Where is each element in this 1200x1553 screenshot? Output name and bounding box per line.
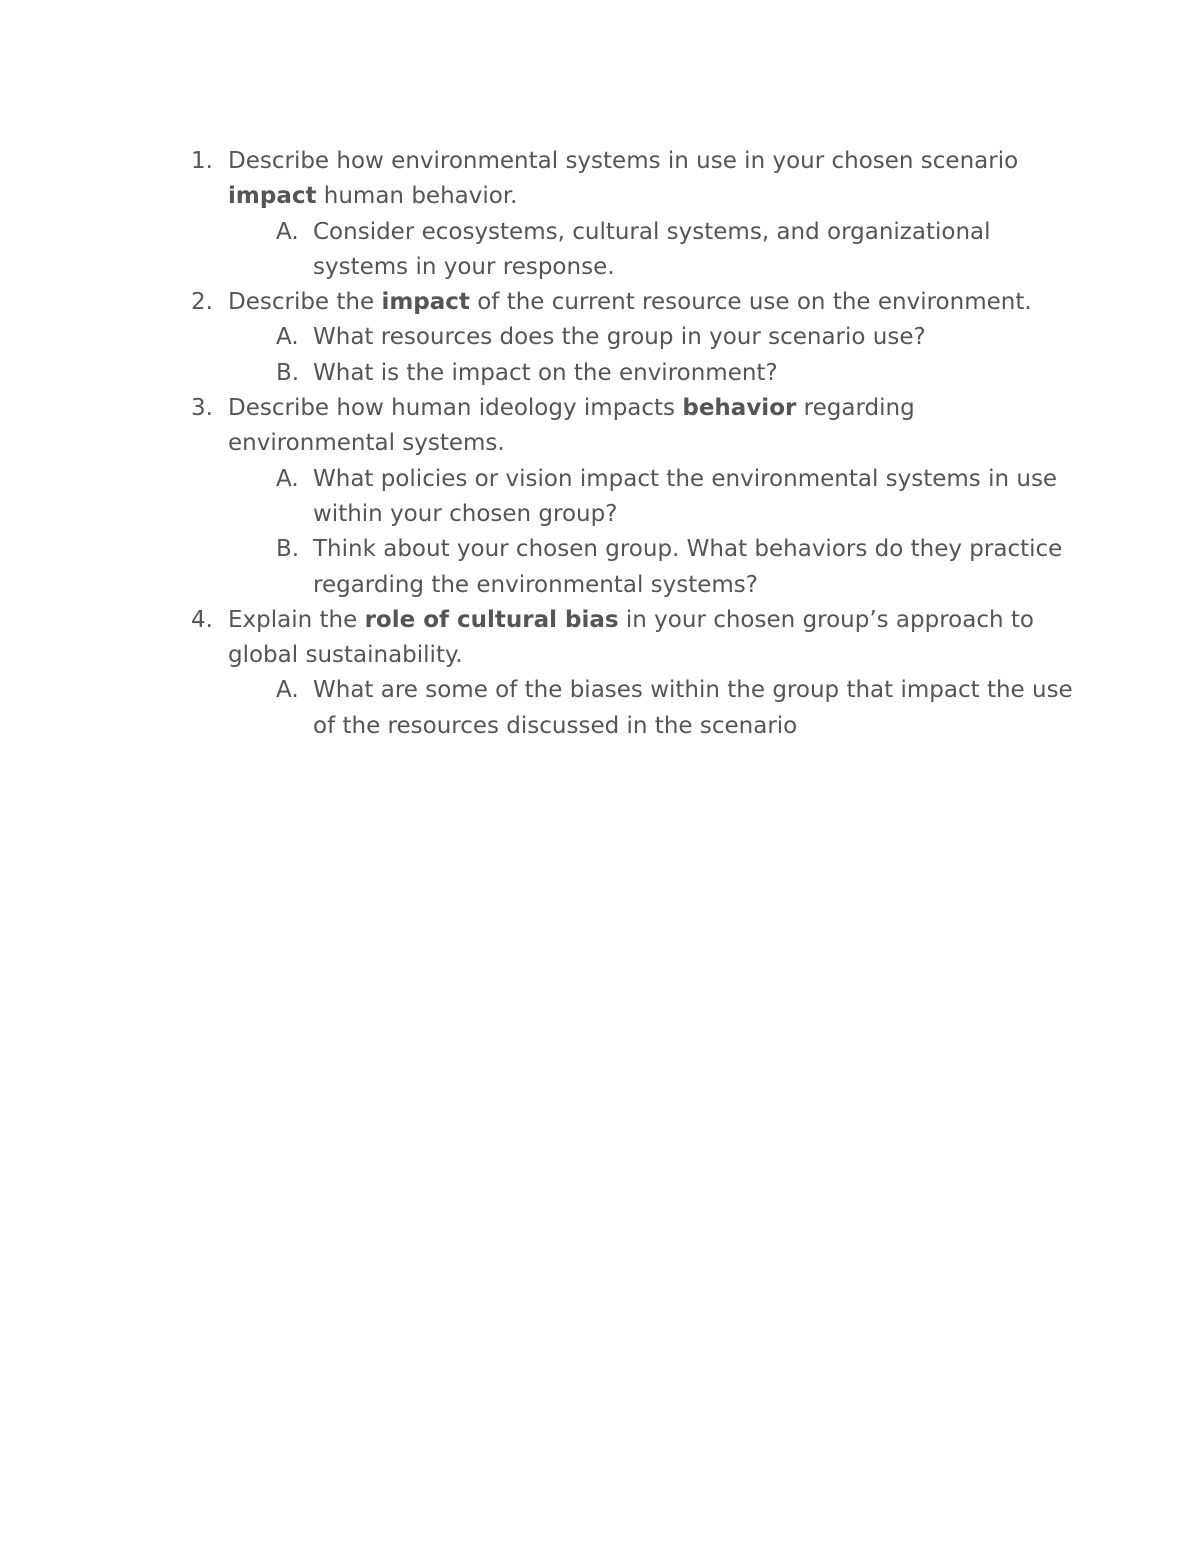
list-item-1 <box>0 144 1068 215</box>
item-number: 3. <box>191 395 213 422</box>
item-text-post: regarding environmental systems. <box>228 395 915 457</box>
item-text-post: of the current resource use on the environment. <box>469 289 1032 316</box>
sub-item-letter: A. <box>276 677 299 704</box>
item-text-post: in your chosen group’s approach to global sustainability. <box>228 606 1034 669</box>
item-number: 2. <box>191 289 213 316</box>
item-text-pre: Explain the <box>228 606 365 633</box>
item-number: 4. <box>191 606 213 633</box>
item-number: 1. <box>191 148 213 174</box>
list-item-3 <box>0 391 1068 462</box>
sub-item-text: What are some of the biases within the group that impact the use of the resources discussed in the scenario <box>313 677 1073 739</box>
sub-item-text: Think about your chosen group. What behaviors do they practice regarding the environmental systems? <box>313 536 1063 598</box>
item-text-pre: Describe how environmental systems in use in your chosen scenario <box>228 148 1019 174</box>
sub-item-letter: B. <box>276 359 300 386</box>
question-list <box>0 144 1200 744</box>
item-text-bold: role of cultural bias <box>364 606 619 633</box>
item-text-post: human behavior. <box>316 183 518 210</box>
list-item-4 <box>0 603 1068 674</box>
sub-item-2a <box>0 320 1073 355</box>
item-text-pre: Describe the <box>228 289 382 316</box>
sub-item-text: What policies or vision impact the environmental systems in use within your chosen group? <box>313 465 1058 527</box>
sub-item-4a <box>0 673 1073 744</box>
sub-item-letter: A. <box>276 324 299 351</box>
sub-item-letter: A. <box>276 218 299 245</box>
sub-item-text: What resources does the group in your scenario use? <box>313 324 926 351</box>
item-text-bold: impact <box>228 183 317 210</box>
sub-item-1a <box>0 215 1073 286</box>
item-text-bold: behavior <box>682 395 797 422</box>
sub-item-text: Consider ecosystems, cultural systems, and organizational systems in your response. <box>313 218 991 280</box>
sub-item-3a <box>0 462 1073 533</box>
sub-item-letter: A. <box>276 465 299 492</box>
sub-item-3b <box>0 532 1073 603</box>
sub-item-letter: B. <box>276 536 300 563</box>
sub-item-text: What is the impact on the environment? <box>313 359 778 386</box>
item-text-bold: impact <box>381 289 470 316</box>
sub-item-2b <box>0 356 1073 391</box>
item-text-pre: Describe how human ideology impacts <box>228 395 683 422</box>
list-item-2 <box>0 285 1068 320</box>
